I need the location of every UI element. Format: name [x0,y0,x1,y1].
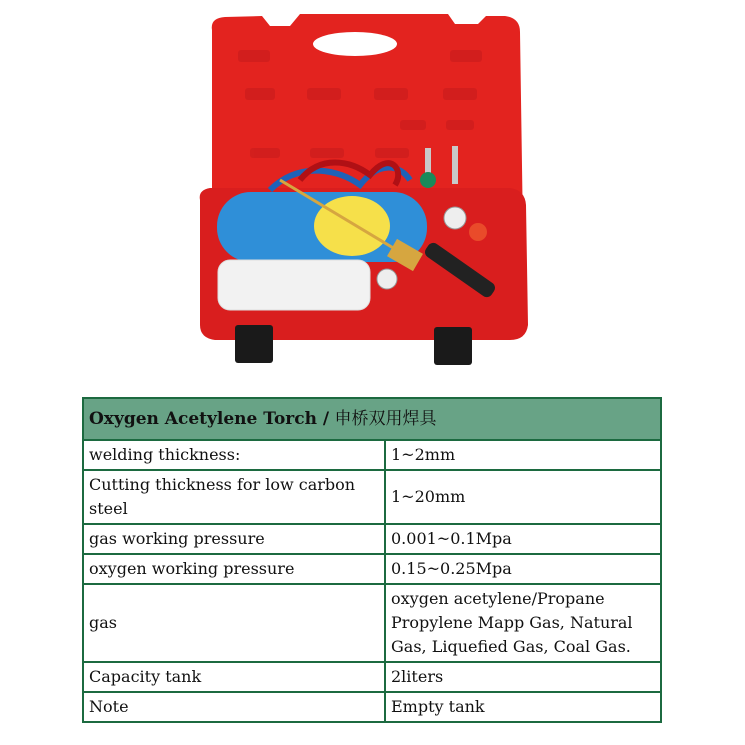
table-row [83,470,661,524]
row-label: Note [83,692,385,722]
table-row [83,524,661,554]
row-label: Capacity tank [83,662,385,692]
row-label: welding thickness: [83,440,385,470]
pressure-gauge [444,207,466,229]
fitting-wheel [420,172,436,188]
row-label: gas [83,584,385,662]
row-value: 1~2mm [385,440,661,470]
table-row [83,692,661,722]
pressure-gauge [377,269,397,289]
table-row [83,554,661,584]
handle-hole [313,32,397,56]
title-english: Oxygen Acetylene Torch / [89,409,330,429]
row-value: 2liters [385,662,661,692]
row-label: gas working pressure [83,524,385,554]
regulator-knob [469,223,487,241]
table-title [83,398,661,440]
table-row [83,584,661,662]
row-label: Cutting thickness for low carbon steel [83,470,385,524]
latch [434,327,472,365]
gas-cylinder [218,260,370,310]
fitting [452,146,458,184]
row-value: 0.001~0.1Mpa [385,524,661,554]
table-row [83,662,661,692]
title-chinese: 申桥双用焊具 [334,409,437,429]
latch [235,325,273,363]
row-value: oxygen acetylene/Propane Propylene Mapp Gas, Natural Gas, Liquefied Gas, Coal Gas. [385,584,661,662]
table-row [83,440,661,470]
row-value: Empty tank [385,692,661,722]
table-header [83,398,661,440]
row-value: 0.15~0.25Mpa [385,554,661,584]
row-value: 1~20mm [385,470,661,524]
cylinder-label [314,196,390,256]
row-label: oxygen working pressure [83,554,385,584]
spec-table [82,397,662,723]
